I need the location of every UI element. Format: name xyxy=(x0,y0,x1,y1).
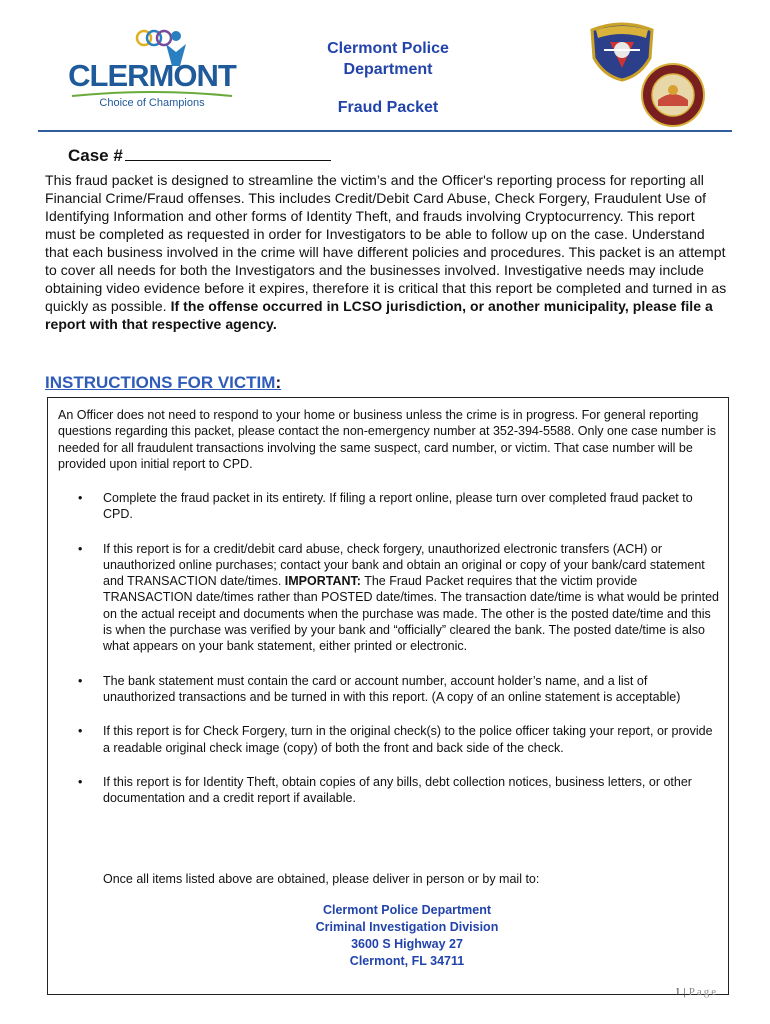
list-item xyxy=(58,723,722,756)
city-seal-icon xyxy=(640,62,706,128)
page-footer xyxy=(675,986,718,998)
page-number: 1 xyxy=(675,986,681,998)
bullet-icon: • xyxy=(78,724,83,739)
list-item-text: If this report is for Check Forgery, turn in the original check(s) to the police officer taking your report, or provide a readable original check image (copy) of both the front and back side of the check. xyxy=(103,724,713,755)
logo-wordmark: CLERMONT xyxy=(68,58,236,93)
list-item xyxy=(58,541,722,655)
logo-tagline: Choice of Champions xyxy=(99,97,205,109)
page-label: Page xyxy=(688,986,719,998)
intro-text: This fraud packet is designed to streamline the victim’s and the Officer's reporting process for reporting all Financial Crime/Fraud offenses. This includes Credit/Debit Card Abuse, Check Forgery, Fraudulent Use of Identifying Information and other forms of Identity Theft, and frauds involving Cryptocurrency. This report must be completed as requested in order for Investigators to be able to follow up on the case. Understand that each business involved in the crime will have different policies and procedures. This packet is an attempt to cover all needs for both the Investigators and the businesses involved. Investigative needs may include obtaining video evidence before it expires, therefore it is critical that this report be completed and turned in as quickly as possible. xyxy=(45,172,727,314)
header-title-line1: Clermont Police xyxy=(327,40,449,57)
list-item xyxy=(58,673,722,706)
logo-rings xyxy=(137,31,171,45)
address-line4: Clermont, FL 34711 xyxy=(349,954,465,968)
address-line1: Clermont Police Department xyxy=(322,903,492,917)
case-number-field[interactable] xyxy=(68,145,331,166)
clermont-logo xyxy=(64,22,240,114)
bullet-icon: • xyxy=(78,541,83,556)
case-number-label: Case # xyxy=(68,146,123,165)
instructions-heading-text: INSTRUCTIONS FOR VICTIM xyxy=(45,373,276,392)
list-item-text: Complete the fraud packet in its entirety. If filing a report online, please turn over completed fraud packet to CPD. xyxy=(103,491,693,522)
case-number-line[interactable] xyxy=(125,145,331,161)
address-line2: Criminal Investigation Division xyxy=(315,920,499,934)
mailing-address xyxy=(252,902,562,970)
bullet-icon: • xyxy=(78,774,83,789)
important-label: IMPORTANT: xyxy=(284,574,361,589)
intro-paragraph xyxy=(45,171,729,333)
list-item-text: If this report is for Identity Theft, obtain copies of any bills, debt collection notices, business letters, or other documentation and a credit report if available. xyxy=(103,774,692,806)
list-item xyxy=(58,490,722,523)
intro-bold-text: If the offense occurred in LCSO jurisdiction, or another municipality, please file a report with that respective agency. xyxy=(45,298,713,332)
list-item xyxy=(58,774,722,807)
list-item-text: The bank statement must contain the card or account number, account holder’s name, and a list of unauthorized transactions and be turned in with this report. (A copy of an online statement is acceptable) xyxy=(103,673,681,704)
header-title-line2: Department xyxy=(343,61,433,78)
address-line3: 3600 S Highway 27 xyxy=(351,937,463,951)
header-divider xyxy=(38,130,732,132)
instructions-heading-colon: : xyxy=(275,373,282,392)
bullet-icon: • xyxy=(78,673,83,688)
instructions-intro: An Officer does not need to respond to your home or business unless the crime is in progress. For general reporting questions regarding this packet, please contact the non-emergency number at 352-394-5588. Only one case number is needed for all fraudulent transactions involving the same suspect, card number, or victim. That case number will be provided upon initial report to CPD. xyxy=(58,408,717,471)
delivery-instruction: Once all items listed above are obtained, please deliver in person or by mail to: xyxy=(103,872,540,886)
header-subtitle: Fraud Packet xyxy=(337,99,439,116)
page-separator: | xyxy=(683,986,686,998)
bullet-icon: • xyxy=(78,491,83,505)
list-item-text: The Fraud Packet requires that the victim provide TRANSACTION date/times rather than POSTED date/times. The transaction date/time is what would be printed on the actual receipt and documents when the purchase was made. The other is the posted date/time and this is when the purchase was verified by your bank and “officially” cleared the bank. The posted date/time is also what appears on your bank statement, either printed or electronic. xyxy=(103,574,720,654)
list-item-text: If this report is for a credit/debit card abuse, check forgery, unauthorized electronic transfers (ACH) or unauthorized online purchases; contact your bank and obtain an original or copy of your bank/card statement and TRANSACTION date/times. xyxy=(103,541,705,589)
instructions-heading xyxy=(45,373,281,393)
header-title-block xyxy=(290,38,486,118)
instructions-list xyxy=(58,490,722,806)
